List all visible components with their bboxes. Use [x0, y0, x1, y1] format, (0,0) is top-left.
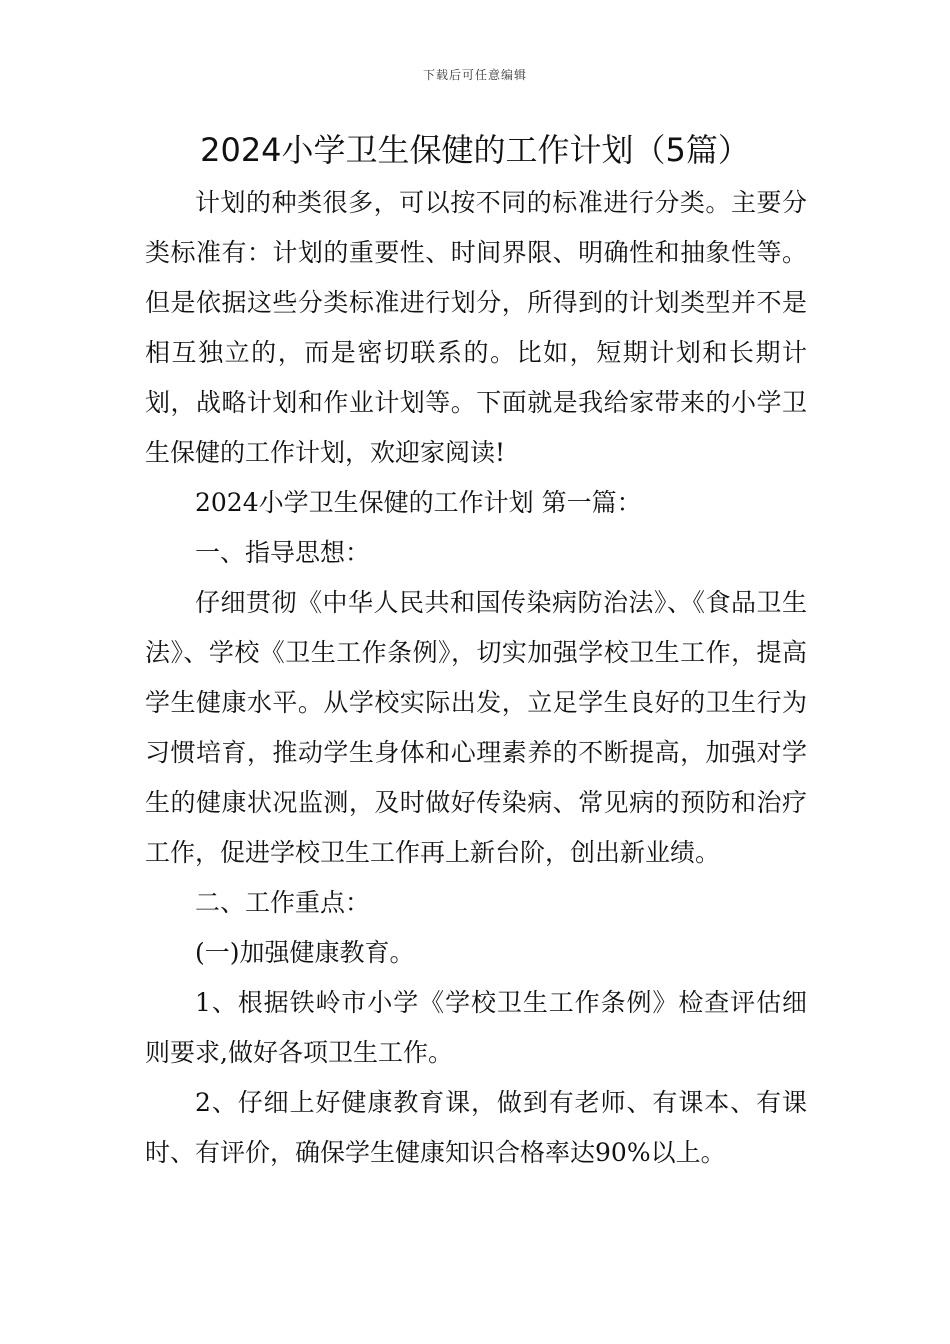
subheading-health-education: (一)加强健康教育。 — [195, 938, 415, 967]
heading-guiding-thought: 一、指导思想： — [195, 538, 371, 567]
list-item-2: 2、仔细上好健康教育课，做到有老师、有课本、有课时、有评价，确保学生健康知识合格率达90%以上。 — [145, 1088, 807, 1167]
document-body — [145, 178, 807, 1178]
intro-paragraph: 计划的种类很多，可以按不同的标准进行分类。主要分类标准有：计划的重要性、时间界限、明确性和抽象性等。但是依据这些分类标准进行划分，所得到的计划类型并不是相互独立的，而是密切联系的。比如，短期计划和长期计划，战略计划和作业计划等。下面就是我给家带来的小学卫生保健的工作计划，欢迎家阅读! — [145, 188, 807, 467]
section-heading-part-one: 2024小学卫生保健的工作计划 第一篇： — [195, 488, 642, 517]
heading-work-focus: 二、工作重点： — [195, 888, 371, 917]
document-title: 2024小学卫生保健的工作计划（5篇） — [200, 131, 750, 169]
guiding-thought-paragraph: 仔细贯彻《中华人民共和国传染病防治法》、《食品卫生法》、学校《卫生工作条例》，切实加强学校卫生工作，提高学生健康水平。从学校实际出发，立足学生良好的卫生行为习惯培育，推动学生身体和心理素养的不断提高，加强对学生的健康状况监测，及时做好传染病、常见病的预防和治疗工作，促进学校卫生工作再上新台阶，创出新业绩。 — [145, 588, 807, 867]
header-note: 下载后可任意编辑 — [422, 68, 527, 82]
list-item-1: 1、根据铁岭市小学《学校卫生工作条例》检查评估细则要求,做好各项卫生工作。 — [145, 988, 807, 1067]
